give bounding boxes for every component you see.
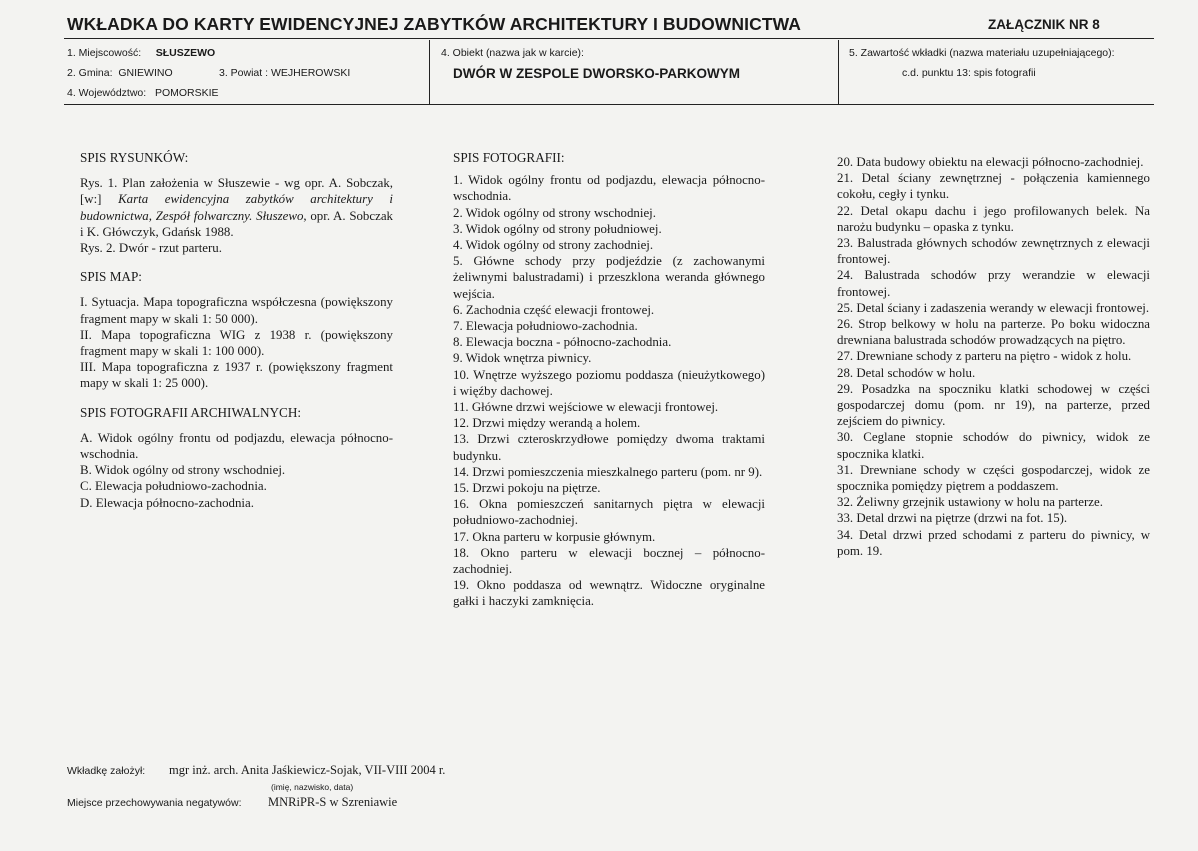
- field-wojewodztwo: [67, 87, 219, 99]
- photo-item: 7. Elewacja południowo-zachodnia.: [453, 319, 638, 334]
- negatives-location-label: Miejsce przechowywania negatywów:: [67, 797, 242, 809]
- miejscowosc-label: 1. Miejscowość:: [67, 47, 142, 59]
- header-bottom-rule: [64, 104, 1154, 105]
- photo-item: 5. Główne schody przy podjeździe (z zachowanymi żeliwnymi balustradami) i przeszklona weranda głównego wejścia.: [453, 254, 765, 301]
- photo-item: 17. Okna parteru w korpusie głównym.: [453, 529, 656, 544]
- column-photos-2: [837, 154, 1150, 559]
- photo-item: 26. Strop belkowy w holu na parterze. Po boku widoczna drewniana balustrada schodów prowadzących na piętro.: [837, 317, 1150, 348]
- powiat-label: 3. Powiat :: [219, 67, 269, 79]
- photo-item: 24. Balustrada schodów przy werandzie w elewacji frontowej.: [837, 268, 1150, 299]
- photo-item: 11. Główne drzwi wejściowe w elewacji frontowej.: [453, 400, 719, 415]
- photo-item: 3. Widok ogólny od strony południowej.: [453, 221, 662, 236]
- photo-item: 19. Okno poddasza od wewnątrz. Widoczne oryginalne gałki i haczyki zamknięcia.: [453, 578, 765, 609]
- drawing-1-title: Karta ewidencyjna zabytków architektury i budownictwa, Zespół folwarczny. Słuszewo: [80, 192, 393, 223]
- photo-item: 33. Detal drzwi na piętrze (drzwi na fot. 15).: [837, 511, 1068, 526]
- photo-item: 28. Detal schodów w holu.: [837, 365, 976, 380]
- photo-item: 29. Posadzka na spoczniku klatki schodowej w części gospodarczej domu (pom. nr 19), na parterze, przed zejściem do piwnicy.: [837, 381, 1150, 429]
- photo-item: 18. Okno parteru w elewacji bocznej – północno-zachodniej.: [453, 545, 765, 577]
- archival-photo-item: A. Widok ogólny frontu od podjazdu, elewacja północno-wschodnia.: [80, 430, 393, 462]
- photo-item: 32. Żeliwny grzejnik ustawiony w holu na parterze.: [837, 495, 1103, 510]
- zawartosc-label: 5. Zawartość wkładki (nazwa materiału uzupełniającego):: [849, 47, 1115, 59]
- field-gmina: [67, 67, 173, 79]
- wojewodztwo-label: 4. Województwo:: [67, 87, 147, 99]
- photo-item: 8. Elewacja boczna - północno-zachodnia.: [453, 335, 672, 350]
- author-value: mgr inż. arch. Anita Jaśkiewicz-Sojak, VII-VIII 2004 r.: [169, 763, 446, 777]
- photo-item: 4. Widok ogólny od strony zachodniej.: [453, 238, 654, 253]
- photo-item: 9. Widok wnętrza piwnicy.: [453, 351, 592, 366]
- zawartosc-value: c.d. punktu 13: spis fotografii: [902, 67, 1036, 79]
- photo-item: 15. Drzwi pokoju na piętrze.: [453, 481, 601, 496]
- field-miejscowosc: [67, 47, 215, 59]
- photos-heading: SPIS FOTOGRAFII:: [453, 150, 565, 165]
- header-top-rule: [64, 38, 1154, 39]
- drawing-item-2: Rys. 2. Dwór - rzut parteru.: [80, 241, 222, 256]
- obiekt-label: 4. Obiekt (nazwa jak w karcie):: [441, 47, 584, 59]
- column-photos-1: [453, 150, 765, 610]
- maps-heading: SPIS MAP:: [80, 269, 142, 285]
- field-powiat: [219, 67, 350, 79]
- photo-item: 20. Data budowy obiektu na elewacji północno-zachodniej.: [837, 155, 1144, 169]
- miejscowosc-value: SŁUSZEWO: [155, 47, 216, 59]
- gmina-label: 2. Gmina:: [67, 67, 113, 79]
- gmina-value: GNIEWINO: [118, 67, 173, 79]
- photo-item: 13. Drzwi czteroskrzydłowe pomiędzy dwoma traktami budynku.: [453, 432, 765, 463]
- photo-item: 31. Drewniane schody w części gospodarczej, widok ze spocznika pomiędzy piętrem a poddaszem.: [837, 462, 1150, 494]
- powiat-value: WEJHEROWSKI: [270, 67, 351, 79]
- author-label: Wkładkę założył:: [67, 765, 146, 777]
- drawings-heading: SPIS RYSUNKÓW:: [80, 150, 189, 165]
- header-divider-2: [838, 40, 839, 104]
- map-item: II. Mapa topograficzna WIG z 1938 r. (powiększony fragment mapy w skali 1: 100 000).: [80, 327, 393, 359]
- photo-item: 27. Drewniane schody z parteru na piętro - widok z holu.: [837, 349, 1132, 364]
- photo-item: 34. Detal drzwi przed schodami z parteru do piwnicy, w pom. 19.: [837, 527, 1150, 558]
- photo-item: 25. Detal ściany i zadaszenia werandy w elewacji frontowej.: [837, 300, 1150, 315]
- map-item: I. Sytuacja. Mapa topograficzna współczesna (powiększony fragment mapy w skali 1: 50 000).: [80, 295, 393, 326]
- wojewodztwo-value: POMORSKIE: [154, 87, 219, 99]
- archival-photos-heading: SPIS FOTOGRAFII ARCHIWALNYCH:: [80, 404, 302, 420]
- document-title: WKŁADKA DO KARTY EWIDENCYJNEJ ZABYTKÓW ARCHITEKTURY I BUDOWNICTWA: [67, 14, 802, 34]
- column-drawings-maps: [80, 150, 393, 511]
- photo-item: 22. Detal okapu dachu i jego profilowanych belek. Na narożu budynku – opaska z tynku.: [837, 203, 1150, 234]
- archival-photo-item: C. Elewacja południowo-zachodnia.: [80, 479, 267, 494]
- annex-number: ZAŁĄCZNIK NR 8: [988, 17, 1100, 32]
- photo-item: 16. Okna pomieszczeń sanitarnych piętra w elewacji południowo-zachodniej.: [453, 497, 765, 528]
- photo-item: 12. Drzwi między werandą a holem.: [453, 416, 641, 431]
- photo-item: 30. Ceglane stopnie schodów do piwnicy, widok ze spocznika klatki.: [837, 430, 1150, 461]
- map-item: III. Mapa topograficzna z 1937 r. (powiększony fragment mapy w skali 1: 25 000).: [80, 360, 393, 391]
- archival-photo-item: B. Widok ogólny od strony wschodniej.: [80, 463, 286, 478]
- photo-item: 2. Widok ogólny od strony wschodniej.: [453, 205, 656, 220]
- negatives-location-value: MNRiPR-S w Szreniawie: [268, 795, 398, 809]
- obiekt-value: DWÓR W ZESPOLE DWORSKO-PARKOWYM: [453, 66, 740, 81]
- drawing-1-text: Rys. 1. Plan założenia w Słuszewie - wg opr. A. Sobczak, [w:]: [80, 176, 393, 207]
- drawing-item-1: [80, 175, 393, 240]
- photo-item: 10. Wnętrze wyższego poziomu poddasza (nieużytkowego) i więźby dachowej.: [453, 367, 765, 398]
- photo-item: 23. Balustrada głównych schodów zewnętrznych z elewacji frontowej.: [837, 236, 1150, 267]
- drawing-1-source: , opr. A. Sobczak i K. Główczyk, Gdańsk 1988.: [80, 208, 393, 239]
- photo-item: 14. Drzwi pomieszczenia mieszkalnego parteru (pom. nr 9).: [453, 464, 763, 479]
- header-divider-1: [429, 40, 430, 104]
- photo-item: 6. Zachodnia część elewacji frontowej.: [453, 302, 655, 317]
- archival-photo-item: D. Elewacja północno-zachodnia.: [80, 495, 254, 510]
- photo-item: 1. Widok ogólny frontu od podjazdu, elewacja północno-wschodnia.: [453, 173, 765, 204]
- photo-item: 21. Detal ściany zewnętrznej - połączenia kamiennego cokołu, cegły i tynku.: [837, 171, 1150, 202]
- author-note: (imię, nazwisko, data): [271, 782, 354, 792]
